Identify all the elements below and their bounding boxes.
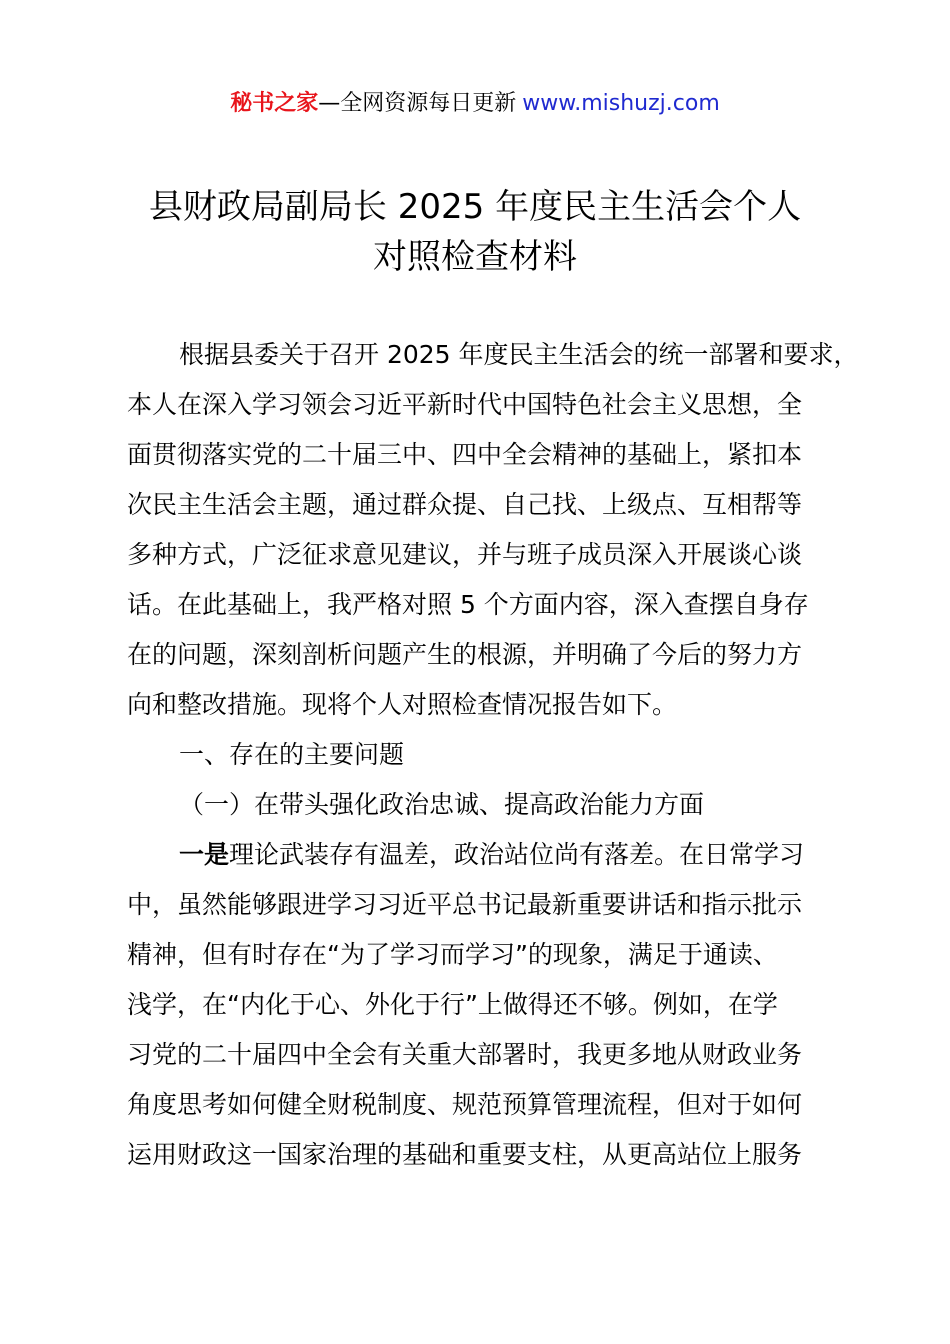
intro-line: 根据县委关于召开 2025 年度民主生活会的统一部署和要求， xyxy=(179,340,859,369)
site-banner xyxy=(0,88,950,120)
point-line: 角度思考如何健全财税制度、规范预算管理流程，但对于如何 xyxy=(127,1090,803,1119)
point-lead: 一是 xyxy=(179,840,230,869)
intro-line: 本人在深入学习领会习近平新时代中国特色社会主义思想，全 xyxy=(127,390,803,419)
banner-brand: 秘书之家 xyxy=(230,91,319,116)
point-line: 浅学，在“内化于心、外化于行”上做得还不够。例如，在学 xyxy=(127,990,778,1019)
point-line: 习党的二十届四中全会有关重大部署时，我更多地从财政业务 xyxy=(127,1040,803,1069)
intro-line: 多种方式，广泛征求意见建议，并与班子成员深入开展谈心谈 xyxy=(127,540,803,569)
point-first-line xyxy=(127,830,837,880)
subsection-heading: （一）在带头强化政治忠诚、提高政治能力方面 xyxy=(179,790,705,819)
intro-line: 次民主生活会主题，通过群众提、自己找、上级点、互相帮等 xyxy=(127,490,803,519)
intro-line: 在的问题，深刻剖析问题产生的根源，并明确了今后的努力方 xyxy=(127,640,803,669)
section-heading: 一、存在的主要问题 xyxy=(179,740,405,769)
banner-url-link[interactable]: www.mishuzj.com xyxy=(522,91,720,116)
document-body xyxy=(127,330,859,1180)
point-line: 运用财政这一国家治理的基础和重要支柱，从更高站位上服务 xyxy=(127,1140,803,1169)
intro-line: 话。在此基础上，我严格对照 5 个方面内容，深入查摆自身存 xyxy=(127,590,809,619)
intro-line: 面贯彻落实党的二十届三中、四中全会精神的基础上，紧扣本 xyxy=(127,440,803,469)
intro-line: 向和整改措施。现将个人对照检查情况报告如下。 xyxy=(127,690,678,719)
title-line: 对照检查材料 xyxy=(373,237,577,277)
document-title xyxy=(0,182,950,282)
point-line: 精神，但有时存在“为了学习而学习”的现象，满足于通读、 xyxy=(127,940,778,969)
banner-slogan: —全网资源每日更新 xyxy=(318,91,517,116)
title-line: 县财政局副局长 2025 年度民主生活会个人 xyxy=(148,187,802,227)
point-line: 中，虽然能够跟进学习习近平总书记最新重要讲话和指示批示 xyxy=(127,890,803,919)
point-text: 理论武装存有温差，政治站位尚有落差。在日常学习 xyxy=(229,840,805,869)
